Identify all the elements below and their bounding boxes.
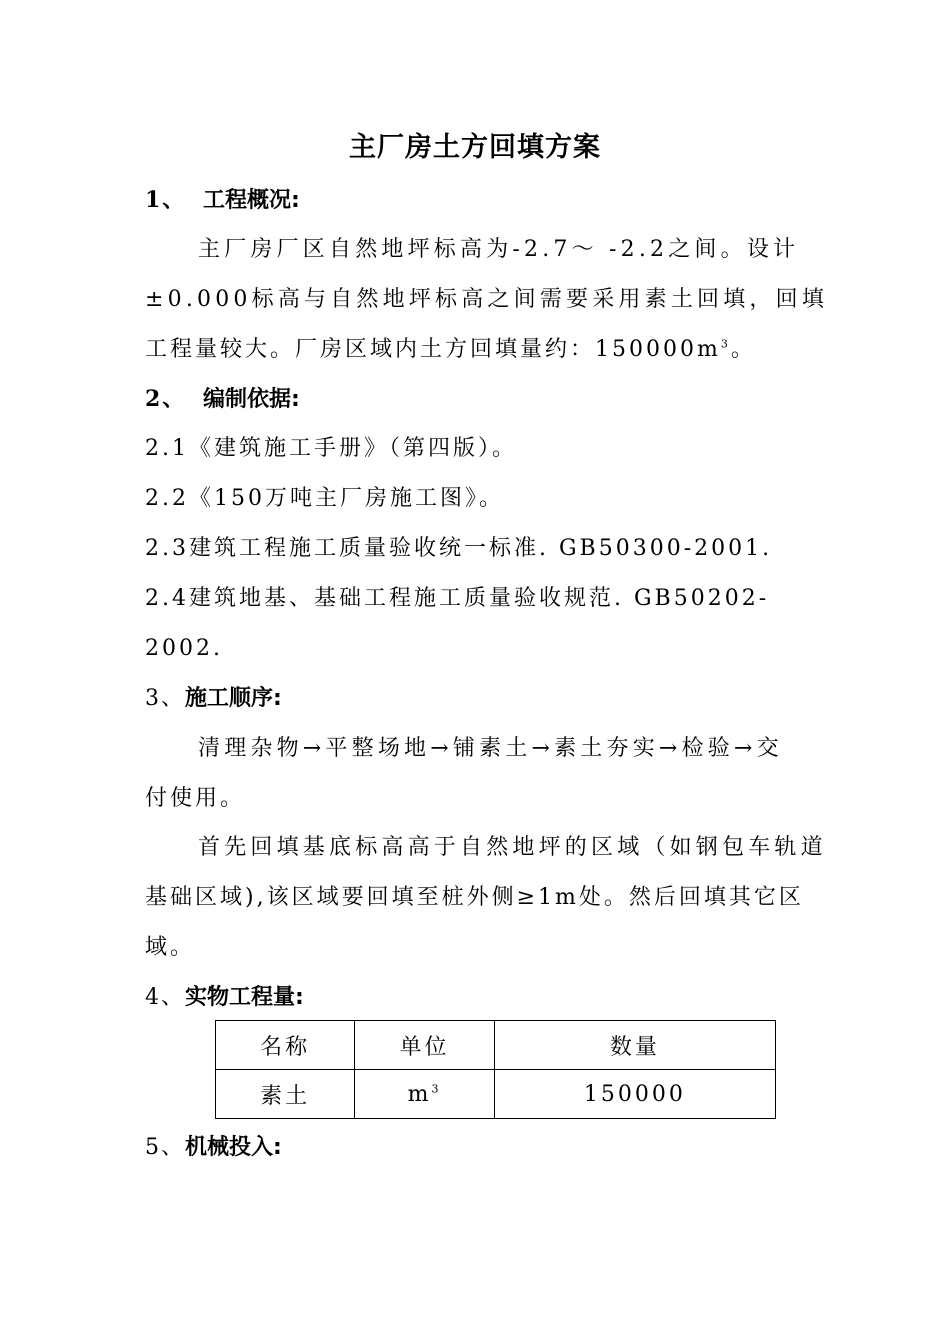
table-header-quantity: 数量 [494, 1021, 775, 1070]
section-1-paragraph-line-3 [145, 335, 756, 365]
document-title: 主厂房土方回填方案 [349, 132, 601, 163]
table-header-unit: 单位 [355, 1021, 494, 1070]
section-5-number: 5、 [145, 1135, 185, 1160]
unit-text: m [407, 1081, 432, 1107]
section-3-paragraph-1-line-2: 付使用。 [145, 786, 246, 811]
section-1-heading [145, 185, 300, 216]
reference-item-2-2: 2.2《150万吨主厂房施工图》。 [145, 486, 504, 511]
section-1-paragraph-line-2: ±0.000标高与自然地坪标高之间需要采用素土回填，回填 [145, 287, 829, 312]
section-1-title: 工程概况: [203, 188, 300, 213]
reference-item-2-4-continued: 2002. [145, 636, 223, 661]
section-3-title: 施工顺序: [185, 686, 282, 711]
section-3-paragraph-2-line-3: 域。 [145, 935, 196, 960]
section-3-paragraph-2-line-2: 基础区域),该区域要回填至桩外侧≥1m处。然后回填其它区 [145, 885, 804, 910]
reference-item-2-4: 2.4建筑地基、基础工程施工质量验收规范. GB50202- [145, 586, 770, 611]
section-2-heading [145, 384, 300, 415]
table-cell-quantity: 150000 [494, 1070, 775, 1119]
cubic-superscript: 3 [720, 337, 731, 351]
section-1-period: 。 [730, 337, 756, 362]
table-row [216, 1070, 776, 1119]
section-3-heading [145, 684, 282, 714]
section-3-number: 3、 [145, 686, 185, 711]
section-2-number: 2、 [145, 386, 187, 412]
table-header-name: 名称 [216, 1021, 355, 1070]
section-3-paragraph-1-line-1: 清理杂物→平整场地→铺素土→素土夯实→检验→交 [198, 736, 783, 761]
section-5-heading [145, 1133, 282, 1163]
section-2-title: 编制依据: [203, 387, 300, 412]
table-cell-name: 素土 [216, 1070, 355, 1119]
table-cell-unit [355, 1070, 494, 1119]
quantity-table [215, 1020, 776, 1119]
section-4-heading [145, 983, 304, 1013]
section-4-number: 4、 [145, 985, 185, 1010]
section-1-number: 1、 [145, 187, 187, 213]
reference-item-2-3: 2.3建筑工程施工质量验收统一标准. GB50300-2001. [145, 536, 773, 561]
section-1-volume-text: 工程量较大。厂房区域内土方回填量约：150000m [145, 337, 721, 362]
unit-superscript: 3 [431, 1082, 442, 1096]
table-header-row [216, 1021, 776, 1070]
section-5-title: 机械投入: [185, 1135, 282, 1160]
section-1-paragraph-line-1: 主厂房厂区自然地坪标高为-2.7～ -2.2之间。设计 [198, 237, 800, 262]
section-4-title: 实物工程量: [185, 985, 304, 1010]
section-3-paragraph-2-line-1: 首先回填基底标高高于自然地坪的区域（如钢包车轨道 [198, 835, 827, 860]
reference-item-2-1: 2.1《建筑施工手册》（第四版）。 [145, 436, 517, 461]
